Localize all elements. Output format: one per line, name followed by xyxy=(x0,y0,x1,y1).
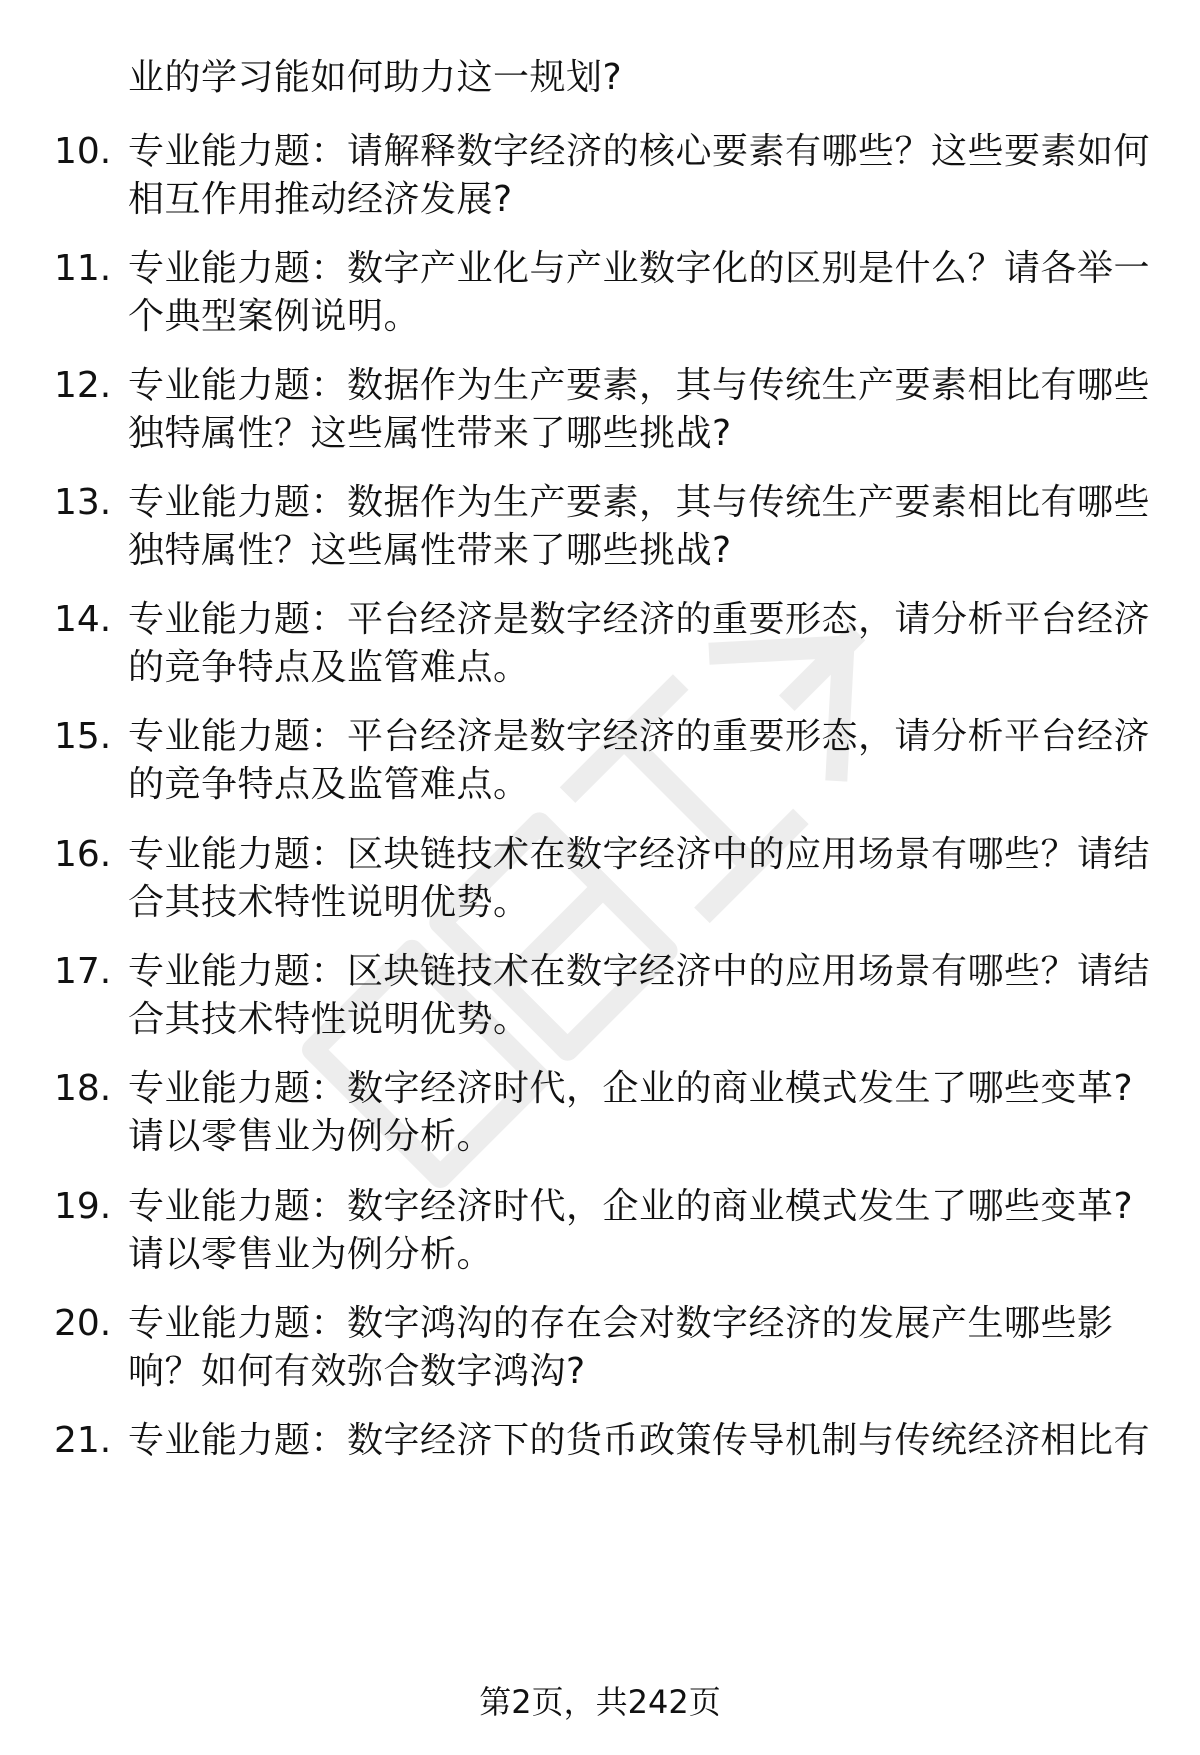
question-text: 专业能力题：数据作为生产要素，其与传统生产要素相比有哪些 xyxy=(128,365,1151,406)
question-text: 专业能力题：数字经济时代，企业的商业模式发生了哪些变革? xyxy=(128,1068,1134,1109)
question-number: 15. xyxy=(54,716,112,757)
question-text: 专业能力题：区块链技术在数字经济中的应用场景有哪些？请结 xyxy=(128,834,1151,875)
question-number: 16. xyxy=(54,834,112,875)
question-number: 18. xyxy=(54,1068,112,1109)
question-text: 合其技术特性说明优势。 xyxy=(128,999,530,1040)
question-number: 19. xyxy=(54,1186,112,1227)
question-number: 21. xyxy=(54,1420,112,1461)
question-text: 独特属性？这些属性带来了哪些挑战? xyxy=(128,530,732,571)
question-text: 的竞争特点及监管难点。 xyxy=(128,647,530,688)
continued-line: 业的学习能如何助力这一规划? xyxy=(128,57,623,98)
question-text: 合其技术特性说明优势。 xyxy=(128,882,530,923)
question-text: 专业能力题：数据作为生产要素，其与传统生产要素相比有哪些 xyxy=(128,482,1151,523)
question-text: 专业能力题：请解释数字经济的核心要素有哪些？这些要素如何 xyxy=(128,131,1151,172)
question-text: 专业能力题：平台经济是数字经济的重要形态，请分析平台经济 xyxy=(128,716,1151,757)
question-number: 10. xyxy=(54,131,112,172)
question-text: 专业能力题：数字鸿沟的存在会对数字经济的发展产生哪些影 xyxy=(128,1303,1114,1344)
question-number: 11. xyxy=(54,248,112,289)
question-text: 专业能力题：区块链技术在数字经济中的应用场景有哪些？请结 xyxy=(128,951,1151,992)
question-text: 独特属性？这些属性带来了哪些挑战? xyxy=(128,413,732,454)
question-text: 的竞争特点及监管难点。 xyxy=(128,764,530,805)
question-number: 17. xyxy=(54,951,112,992)
question-number: 20. xyxy=(54,1303,112,1344)
question-text: 相互作用推动经济发展? xyxy=(128,179,513,220)
question-text: 专业能力题：数字产业化与产业数字化的区别是什么？请各举一 xyxy=(128,248,1151,289)
question-number: 14. xyxy=(54,599,112,640)
question-text: 请以零售业为例分析。 xyxy=(128,1116,494,1157)
question-text: 专业能力题：平台经济是数字经济的重要形态，请分析平台经济 xyxy=(128,599,1151,640)
page-footer: 第2页，共242页 xyxy=(479,1683,721,1721)
question-text: 专业能力题：数字经济时代，企业的商业模式发生了哪些变革? xyxy=(128,1186,1134,1227)
question-number: 13. xyxy=(54,482,112,523)
question-number: 12. xyxy=(54,365,112,406)
question-text: 响？如何有效弥合数字鸿沟? xyxy=(128,1351,586,1392)
question-text: 请以零售业为例分析。 xyxy=(128,1234,494,1275)
question-text: 专业能力题：数字经济下的货币政策传导机制与传统经济相比有 xyxy=(128,1420,1151,1461)
question-text: 个典型案例说明。 xyxy=(128,296,421,337)
